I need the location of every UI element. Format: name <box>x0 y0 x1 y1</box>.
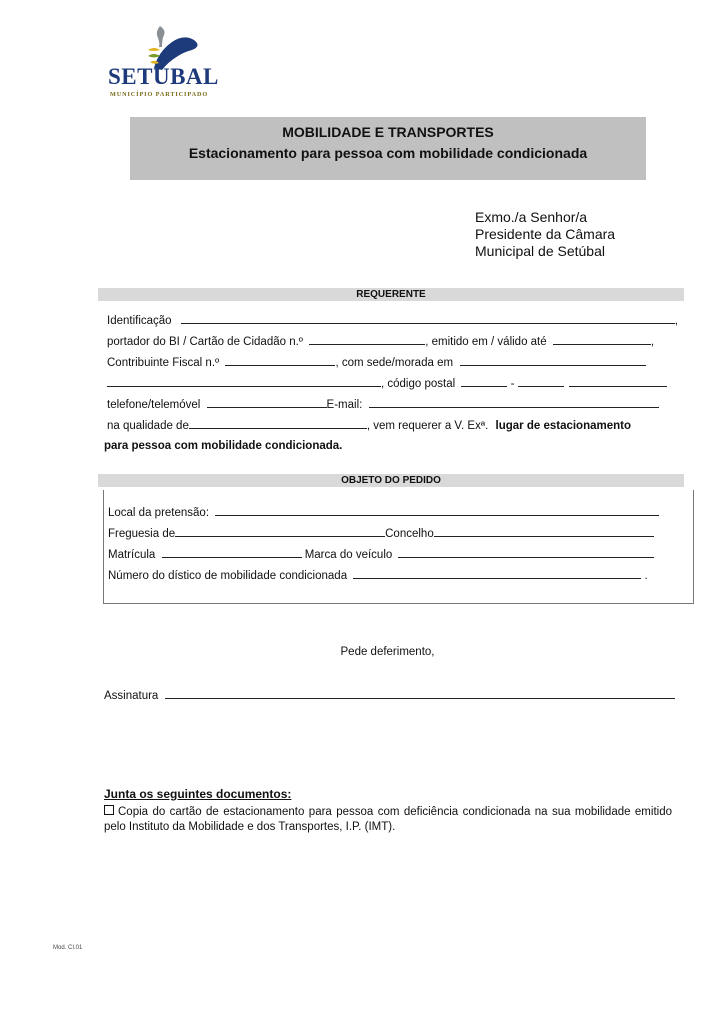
document-item-text: Copia do cartão de estacionamento para pessoa com deficiência condicionada na sua mobilidade emitido pelo Instituto da Mobilidade e dos Transportes, I.P. (IMT). <box>104 806 672 833</box>
section-header-objeto: OBJETO DO PEDIDO <box>98 474 684 487</box>
dash: - <box>510 378 515 390</box>
pedido-text-bold: lugar de estacionamento <box>495 420 631 432</box>
logo-wordmark: SETÚBAL <box>108 64 219 89</box>
distico-row <box>108 568 648 582</box>
addressee-line: Presidente da Câmara <box>475 226 616 242</box>
telefone-label: telefone/telemóvel <box>107 399 201 411</box>
concelho-label: Concelho <box>385 528 434 540</box>
identificacao-field[interactable] <box>181 313 675 324</box>
bi-number-field[interactable] <box>309 334 425 345</box>
distico-field[interactable] <box>353 568 641 579</box>
phone-field[interactable] <box>207 397 327 408</box>
postal-code-suffix-field[interactable] <box>518 376 564 387</box>
address-row <box>107 376 667 390</box>
contact-row <box>107 397 659 411</box>
assinatura-label: Assinatura <box>104 690 159 702</box>
period: . <box>644 570 648 582</box>
matricula-label: Matrícula <box>108 549 156 561</box>
document-checkbox[interactable] <box>104 805 114 815</box>
comma: , <box>674 315 678 327</box>
form-title-box <box>130 117 646 180</box>
contribuinte-row <box>107 355 646 369</box>
marca-label: Marca do veículo <box>304 549 393 561</box>
matricula-field[interactable] <box>162 547 302 558</box>
qualidade-field[interactable] <box>189 418 367 429</box>
documents-title: Junta os seguintes documentos: <box>104 787 292 801</box>
local-field[interactable] <box>215 505 659 516</box>
address-field-2[interactable] <box>107 376 381 387</box>
sede-label: , com sede/morada em <box>335 357 454 369</box>
emitido-label: , emitido em / válido até <box>425 336 547 348</box>
contribuinte-label: Contribuinte Fiscal n.º <box>107 357 220 369</box>
qualidade-label: na qualidade de <box>107 420 189 432</box>
postal-code-prefix-field[interactable] <box>461 376 507 387</box>
setubal-logo <box>104 22 224 102</box>
logo-tagline: MUNICÍPIO PARTICIPADO <box>110 91 209 98</box>
qualidade-row <box>107 418 631 432</box>
bi-row <box>107 334 654 348</box>
form-title: MOBILIDADE E TRANSPORTES <box>282 124 494 140</box>
section-header-requerente: REQUERENTE <box>98 288 684 301</box>
email-label: E-mail: <box>326 399 363 411</box>
addressee-line: Exmo./a Senhor/a <box>475 209 588 225</box>
signature-field[interactable] <box>165 688 675 699</box>
identificacao-row <box>107 313 678 327</box>
document-item <box>104 805 672 835</box>
form-subtitle: Estacionamento para pessoa com mobilidade condicionada <box>188 145 588 161</box>
signature-row <box>104 688 675 702</box>
nif-field[interactable] <box>225 355 335 366</box>
email-field[interactable] <box>369 397 659 408</box>
vem-requerer-text: , vem requerer a V. Exª. <box>366 420 489 432</box>
marca-field[interactable] <box>398 547 654 558</box>
addressee-block <box>475 209 615 260</box>
matricula-row <box>108 547 654 561</box>
local-row <box>108 505 659 519</box>
freguesia-field[interactable] <box>175 526 385 537</box>
addressee-line: Municipal de Setúbal <box>475 243 605 259</box>
pedido-text-bold-continued: para pessoa com mobilidade condicionada. <box>104 440 343 452</box>
codigo-postal-label: , código postal <box>381 378 456 390</box>
identificacao-label: Identificação <box>107 315 172 327</box>
address-field-1[interactable] <box>460 355 646 366</box>
locality-field[interactable] <box>569 376 667 387</box>
concelho-field[interactable] <box>434 526 654 537</box>
freguesia-label: Freguesia de <box>108 528 176 540</box>
logo-emblem-icon <box>104 22 224 70</box>
freguesia-row <box>108 526 654 540</box>
pede-deferimento: Pede deferimento, <box>340 646 435 658</box>
comma: , <box>650 336 655 348</box>
bi-validity-field[interactable] <box>553 334 651 345</box>
local-label: Local da pretensão: <box>108 507 210 519</box>
form-code: Mod. CI.01 <box>53 945 83 951</box>
bi-label: portador do BI / Cartão de Cidadão n.º <box>107 336 303 348</box>
distico-label: Número do dístico de mobilidade condicionada <box>108 570 348 582</box>
